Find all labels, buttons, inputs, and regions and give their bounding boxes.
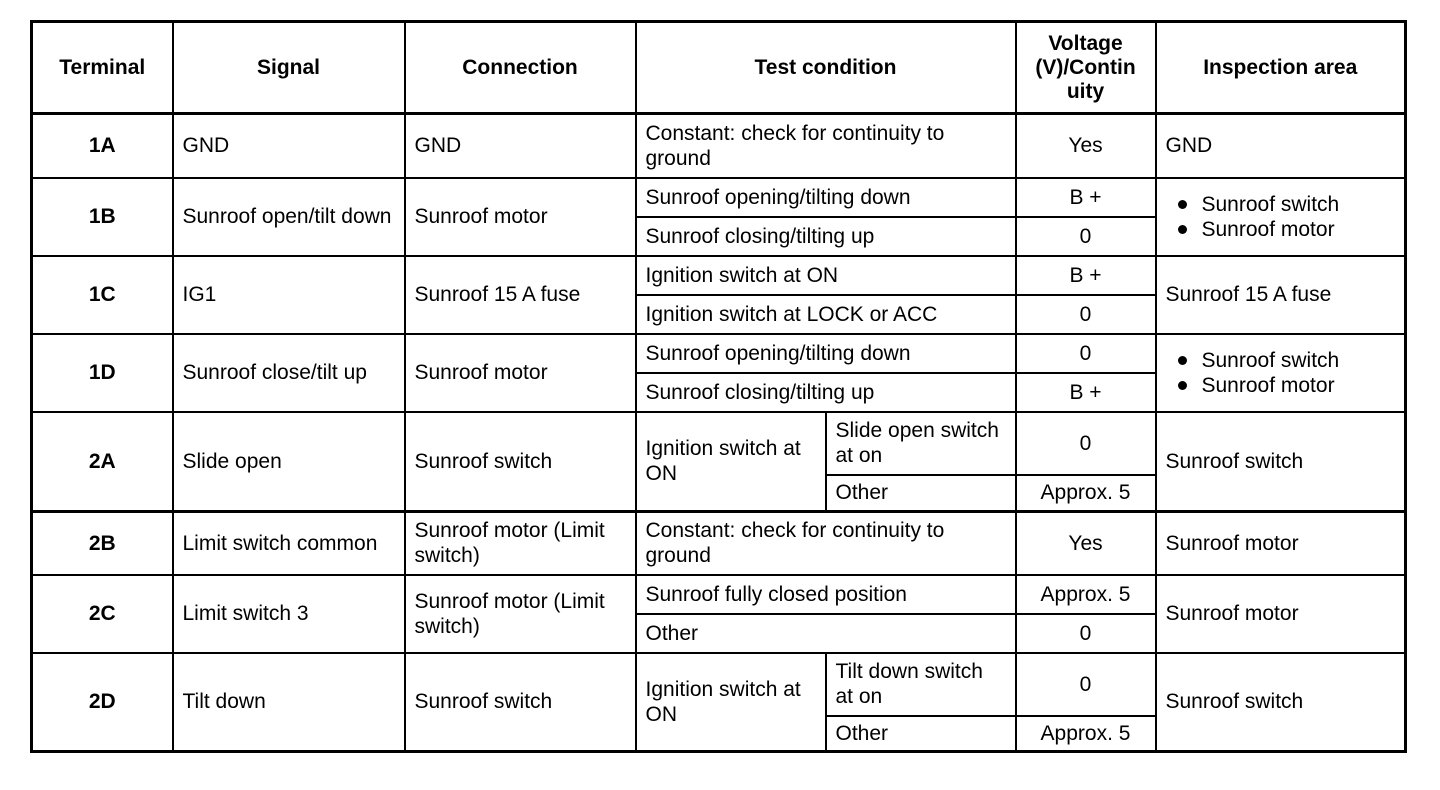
inspection-cell: Sunroof switch bbox=[1156, 412, 1406, 512]
header-test-condition: Test condition bbox=[636, 22, 1016, 114]
condition-sub-cell: Tilt down switch at on bbox=[826, 653, 1016, 716]
signal-cell: Slide open bbox=[173, 412, 405, 512]
header-row bbox=[32, 22, 1406, 114]
value-cell: 0 bbox=[1016, 614, 1156, 653]
signal-cell: Sunroof open/tilt down bbox=[173, 178, 405, 256]
inspection-list bbox=[1166, 192, 1396, 242]
inspection-list bbox=[1166, 348, 1396, 398]
value-cell: 0 bbox=[1016, 334, 1156, 373]
table-row bbox=[32, 256, 1406, 295]
connection-cell: Sunroof 15 A fuse bbox=[405, 256, 636, 334]
condition-main-cell: Ignition switch at ON bbox=[636, 412, 826, 512]
inspection-cell bbox=[1156, 178, 1406, 256]
condition-cell: Other bbox=[636, 614, 1016, 653]
inspection-cell: Sunroof motor bbox=[1156, 575, 1406, 653]
list-item: Sunroof motor bbox=[1174, 217, 1396, 242]
signal-cell: Sunroof close/tilt up bbox=[173, 334, 405, 412]
header-inspection-area: Inspection area bbox=[1156, 22, 1406, 114]
list-item: Sunroof switch bbox=[1174, 192, 1396, 217]
value-cell: B + bbox=[1016, 256, 1156, 295]
signal-cell: Limit switch 3 bbox=[173, 575, 405, 653]
header-voltage: Voltage (V)/Contin uity bbox=[1016, 22, 1156, 114]
inspection-cell: Sunroof motor bbox=[1156, 512, 1406, 575]
connection-cell: Sunroof motor (Limit switch) bbox=[405, 575, 636, 653]
terminal-cell: 1D bbox=[32, 334, 173, 412]
value-cell: 0 bbox=[1016, 412, 1156, 475]
connection-cell: Sunroof switch bbox=[405, 653, 636, 752]
terminal-cell: 1C bbox=[32, 256, 173, 334]
table-row bbox=[32, 412, 1406, 475]
condition-cell: Constant: check for continuity to ground bbox=[636, 512, 1016, 575]
inspection-cell: Sunroof 15 A fuse bbox=[1156, 256, 1406, 334]
header-terminal: Terminal bbox=[32, 22, 173, 114]
value-cell: Yes bbox=[1016, 512, 1156, 575]
condition-cell: Sunroof opening/tilting down bbox=[636, 334, 1016, 373]
connection-cell: Sunroof motor bbox=[405, 334, 636, 412]
terminal-cell: 2C bbox=[32, 575, 173, 653]
signal-cell: IG1 bbox=[173, 256, 405, 334]
value-cell: 0 bbox=[1016, 653, 1156, 716]
table-row bbox=[32, 512, 1406, 575]
header-signal: Signal bbox=[173, 22, 405, 114]
condition-main-cell: Ignition switch at ON bbox=[636, 653, 826, 752]
terminal-cell: 2B bbox=[32, 512, 173, 575]
table-row bbox=[32, 334, 1406, 373]
inspection-cell: Sunroof switch bbox=[1156, 653, 1406, 752]
connection-cell: Sunroof motor bbox=[405, 178, 636, 256]
condition-cell: Constant: check for continuity to ground bbox=[636, 114, 1016, 178]
signal-cell: Tilt down bbox=[173, 653, 405, 752]
condition-cell: Sunroof fully closed position bbox=[636, 575, 1016, 614]
header-connection: Connection bbox=[405, 22, 636, 114]
condition-sub-cell: Other bbox=[826, 475, 1016, 512]
terminal-cell: 2A bbox=[32, 412, 173, 512]
condition-cell: Sunroof closing/tilting up bbox=[636, 217, 1016, 256]
condition-sub-cell: Other bbox=[826, 716, 1016, 752]
table-row bbox=[32, 178, 1406, 217]
value-cell: Approx. 5 bbox=[1016, 475, 1156, 512]
value-cell: 0 bbox=[1016, 217, 1156, 256]
value-cell: Approx. 5 bbox=[1016, 716, 1156, 752]
condition-cell: Ignition switch at LOCK or ACC bbox=[636, 295, 1016, 334]
condition-cell: Sunroof opening/tilting down bbox=[636, 178, 1016, 217]
connection-cell: Sunroof switch bbox=[405, 412, 636, 512]
value-cell: Approx. 5 bbox=[1016, 575, 1156, 614]
connection-cell: GND bbox=[405, 114, 636, 178]
condition-cell: Sunroof closing/tilting up bbox=[636, 373, 1016, 412]
signal-cell: Limit switch common bbox=[173, 512, 405, 575]
value-cell: Yes bbox=[1016, 114, 1156, 178]
condition-cell: Ignition switch at ON bbox=[636, 256, 1016, 295]
table-row bbox=[32, 575, 1406, 614]
terminal-cell: 2D bbox=[32, 653, 173, 752]
inspection-cell bbox=[1156, 334, 1406, 412]
condition-sub-cell: Slide open switch at on bbox=[826, 412, 1016, 475]
connection-cell: Sunroof motor (Limit switch) bbox=[405, 512, 636, 575]
signal-cell: GND bbox=[173, 114, 405, 178]
value-cell: B + bbox=[1016, 373, 1156, 412]
table-row bbox=[32, 114, 1406, 178]
value-cell: 0 bbox=[1016, 295, 1156, 334]
terminal-cell: 1B bbox=[32, 178, 173, 256]
table-row bbox=[32, 653, 1406, 716]
list-item: Sunroof motor bbox=[1174, 373, 1396, 398]
terminal-inspection-table bbox=[30, 20, 1407, 753]
value-cell: B + bbox=[1016, 178, 1156, 217]
inspection-cell: GND bbox=[1156, 114, 1406, 178]
list-item: Sunroof switch bbox=[1174, 348, 1396, 373]
terminal-cell: 1A bbox=[32, 114, 173, 178]
